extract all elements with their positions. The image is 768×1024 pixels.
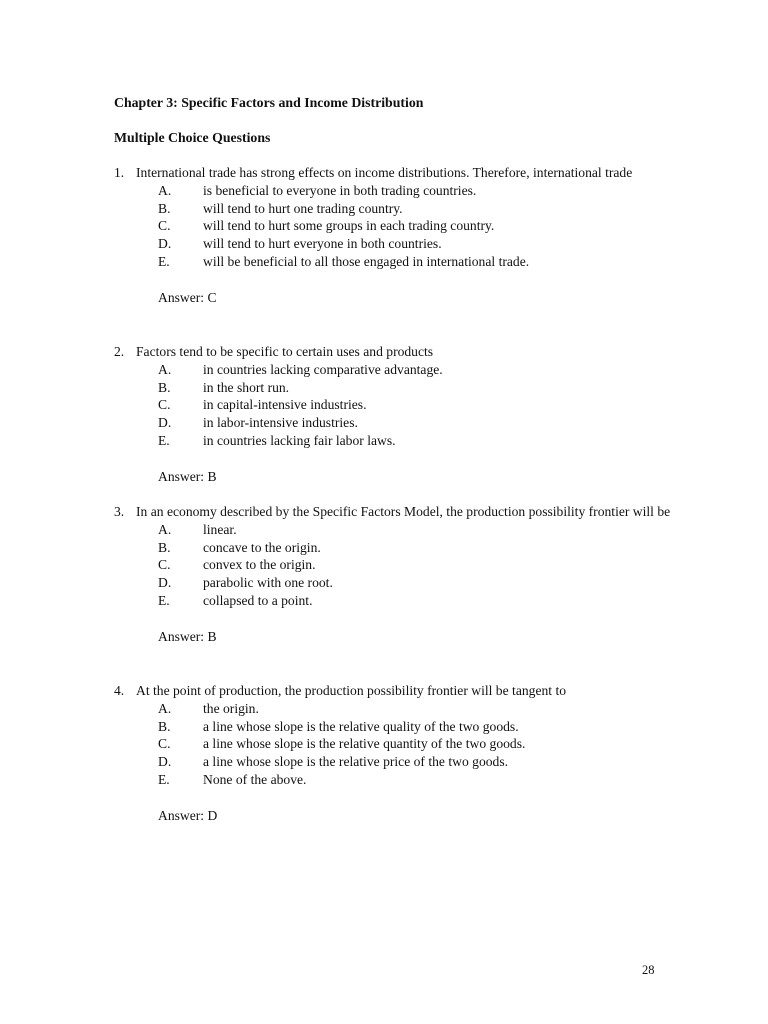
answer: Answer: B [158,628,217,644]
option-a [114,182,674,200]
option-text: will tend to hurt everyone in both countries. [203,236,442,252]
page-number: 28 [642,963,655,977]
option-b [114,539,674,557]
question-number: 4. [114,683,125,698]
question-number: 3. [114,504,125,519]
option-c [114,217,674,235]
question-stem [114,682,674,700]
question-number: 1. [114,165,125,180]
option-letter: D. [158,415,172,431]
question-text: International trade has strong effects on income distributions. Therefore, international trade [136,165,633,180]
option-text: is beneficial to everyone in both trading countries. [203,182,477,198]
option-text: convex to the origin. [203,557,316,573]
option-c [114,396,674,414]
option-letter: B. [158,200,171,216]
option-text: in capital-intensive industries. [203,397,367,413]
option-letter: A. [158,182,172,198]
option-text: None of the above. [203,771,307,787]
option-letter: D. [158,236,172,252]
option-d [114,235,674,253]
option-d [114,574,674,592]
answer: Answer: D [158,807,218,823]
option-text: the origin. [203,700,259,716]
answer: Answer: C [158,289,217,305]
option-b [114,200,674,218]
question-1 [114,164,674,307]
question-stem [114,343,674,361]
option-text: will be beneficial to all those engaged in international trade. [203,253,530,269]
option-a [114,361,674,379]
option-text: in countries lacking comparative advantage. [203,361,443,377]
option-letter: D. [158,575,172,591]
option-text: parabolic with one root. [203,575,333,591]
option-b [114,718,674,736]
option-letter: E. [158,771,170,787]
option-letter: A. [158,521,172,537]
question-stem [114,164,674,182]
option-e [114,253,674,271]
option-e [114,432,674,450]
question-text: Factors tend to be specific to certain uses and products [136,344,434,359]
option-text: concave to the origin. [203,539,321,555]
option-letter: D. [158,754,172,770]
option-text: a line whose slope is the relative price of the two goods. [203,754,509,770]
option-letter: C. [158,397,171,413]
option-text: in the short run. [203,379,290,395]
options-list [114,182,674,271]
option-e [114,592,674,610]
question-text: In an economy described by the Specific Factors Model, the production possibility frontier will be [136,504,671,519]
option-b [114,379,674,397]
question-stem [114,503,674,521]
question-4 [114,682,674,825]
option-text: in countries lacking fair labor laws. [203,432,396,448]
option-text: collapsed to a point. [203,592,313,608]
question-2 [114,343,674,486]
option-text: linear. [203,521,237,537]
option-letter: E. [158,253,170,269]
option-text: a line whose slope is the relative quantity of the two goods. [203,736,526,752]
option-letter: C. [158,736,171,752]
options-list [114,700,674,789]
question-3 [114,503,674,646]
option-letter: B. [158,718,171,734]
option-letter: A. [158,700,172,716]
option-letter: C. [158,218,171,234]
option-text: a line whose slope is the relative quality of the two goods. [203,718,519,734]
question-number: 2. [114,344,125,359]
option-letter: E. [158,432,170,448]
option-text: will tend to hurt some groups in each trading country. [203,218,495,234]
option-a [114,521,674,539]
option-d [114,753,674,771]
answer: Answer: B [158,468,217,484]
option-d [114,414,674,432]
option-c [114,735,674,753]
option-letter: C. [158,557,171,573]
options-list [114,361,674,450]
options-list [114,521,674,610]
chapter-title: Chapter 3: Specific Factors and Income Distribution [114,95,424,110]
option-letter: A. [158,361,172,377]
section-title: Multiple Choice Questions [114,130,271,145]
option-letter: B. [158,539,171,555]
option-e [114,771,674,789]
option-letter: E. [158,592,170,608]
question-text: At the point of production, the production possibility frontier will be tangent to [136,683,567,698]
option-text: will tend to hurt one trading country. [203,200,403,216]
option-letter: B. [158,379,171,395]
option-a [114,700,674,718]
option-c [114,556,674,574]
option-text: in labor-intensive industries. [203,415,358,431]
